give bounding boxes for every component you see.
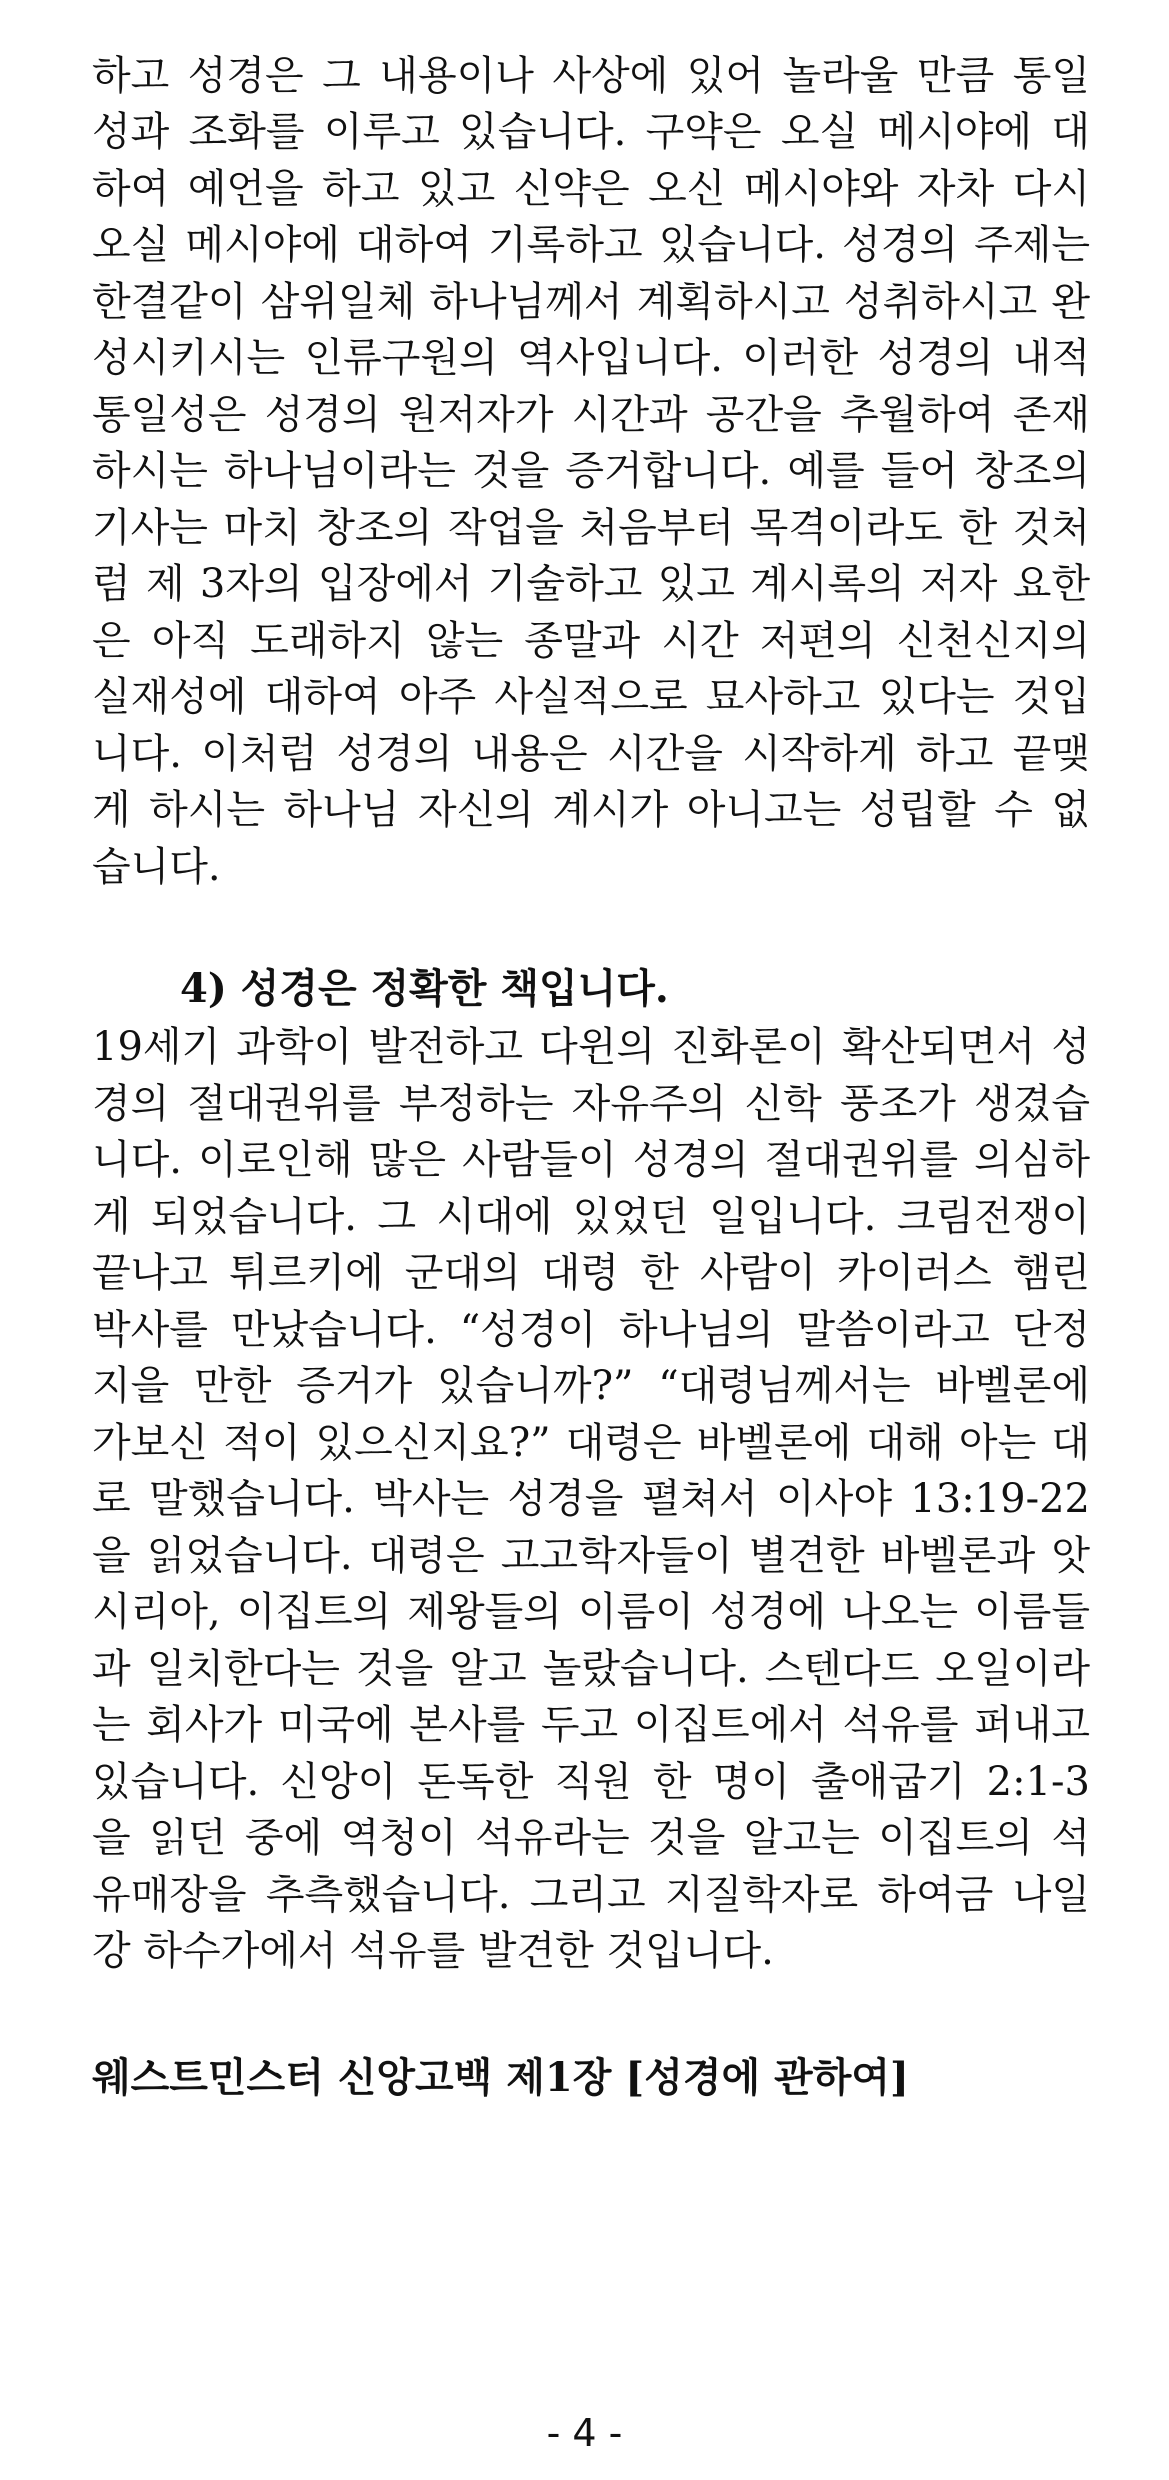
text-line: 니다. 이처럼 성경의 내용은 시간을 시작하게 하고 끝맺 [92,731,1090,777]
text-line: 게 되었습니다. 그 시대에 있었던 일입니다. 크림전쟁이 [92,1194,1090,1240]
text-line: 통일성은 성경의 원저자가 시간과 공간을 추월하여 존재 [92,392,1090,438]
text-line: 과 일치한다는 것을 알고 놀랐습니다. 스텐다드 오일이라 [92,1646,1090,1692]
text-line: 오실 메시야에 대하여 기록하고 있습니다. 성경의 주제는 [92,222,1090,268]
text-line: 하시는 하나님이라는 것을 증거합니다. 예를 들어 창조의 [92,448,1090,494]
text-line: 있습니다. 신앙이 돈독한 직원 한 명이 출애굽기 2:1-3 [92,1759,1090,1805]
section-heading: 4) 성경은 정확한 책입니다. [180,965,669,1012]
text-line: 게 하시는 하나님 자신의 계시가 아니고는 성립할 수 없 [92,787,1090,833]
text-line: 로 말했습니다. 박사는 성경을 펼쳐서 이사야 13:19-22 [92,1476,1090,1522]
text-line: 하고 성경은 그 내용이나 사상에 있어 놀라울 만큼 통일 [92,53,1090,99]
text-line: 경의 절대권위를 부정하는 자유주의 신학 풍조가 생겼습 [92,1081,1090,1127]
text-line: 지을 만한 증거가 있습니까?” “대령님께서는 바벨론에 [92,1363,1090,1409]
text-line: 실재성에 대하여 아주 사실적으로 묘사하고 있다는 것입 [92,674,1090,720]
text-line: 성과 조화를 이루고 있습니다. 구약은 오실 메시야에 대 [92,109,1090,155]
text-line: 습니다. [92,844,221,890]
text-line: 강 하수가에서 석유를 발견한 것입니다. [92,1928,774,1974]
text-line: 끝나고 튀르키에 군대의 대령 한 사람이 카이러스 햄린 [92,1250,1090,1296]
text-line: 니다. 이로인해 많은 사람들이 성경의 절대권위를 의심하 [92,1137,1090,1183]
text-line: 19세기 과학이 발전하고 다윈의 진화론이 확산되면서 성 [92,1024,1090,1070]
text-line: 는 회사가 미국에 본사를 두고 이집트에서 석유를 퍼내고 [92,1702,1090,1748]
text-line: 럼 제 3자의 입장에서 기술하고 있고 계시록의 저자 요한 [92,561,1090,607]
text-line: 기사는 마치 창조의 작업을 처음부터 목격이라도 한 것처 [92,505,1090,551]
text-line: 박사를 만났습니다. “성경이 하나님의 말씀이라고 단정 [92,1307,1090,1353]
text-line: 한결같이 삼위일체 하나님께서 계획하시고 성취하시고 완 [92,279,1090,325]
page-number: - 4 - [546,2411,623,2455]
text-line: 시리아, 이집트의 제왕들의 이름이 성경에 나오는 이름들 [92,1589,1090,1635]
text-line: 은 아직 도래하지 않는 종말과 시간 저편의 신천신지의 [92,618,1090,664]
text-line: 을 읽던 중에 역청이 석유라는 것을 알고는 이집트의 석 [92,1815,1090,1861]
text-line: 하여 예언을 하고 있고 신약은 오신 메시야와 자차 다시 [92,166,1090,212]
text-line: 가보신 적이 있으신지요?” 대령은 바벨론에 대해 아는 대 [92,1420,1090,1466]
text-line: 을 읽었습니다. 대령은 고고학자들이 별견한 바벨론과 앗 [92,1533,1090,1579]
closing-heading: 웨스트민스터 신앙고백 제1장 [성경에 관하여] [92,2054,909,2101]
text-line: 성시키시는 인류구원의 역사입니다. 이러한 성경의 내적 [92,335,1090,381]
text-line: 유매장을 추측했습니다. 그리고 지질학자로 하여금 나일 [92,1872,1090,1918]
